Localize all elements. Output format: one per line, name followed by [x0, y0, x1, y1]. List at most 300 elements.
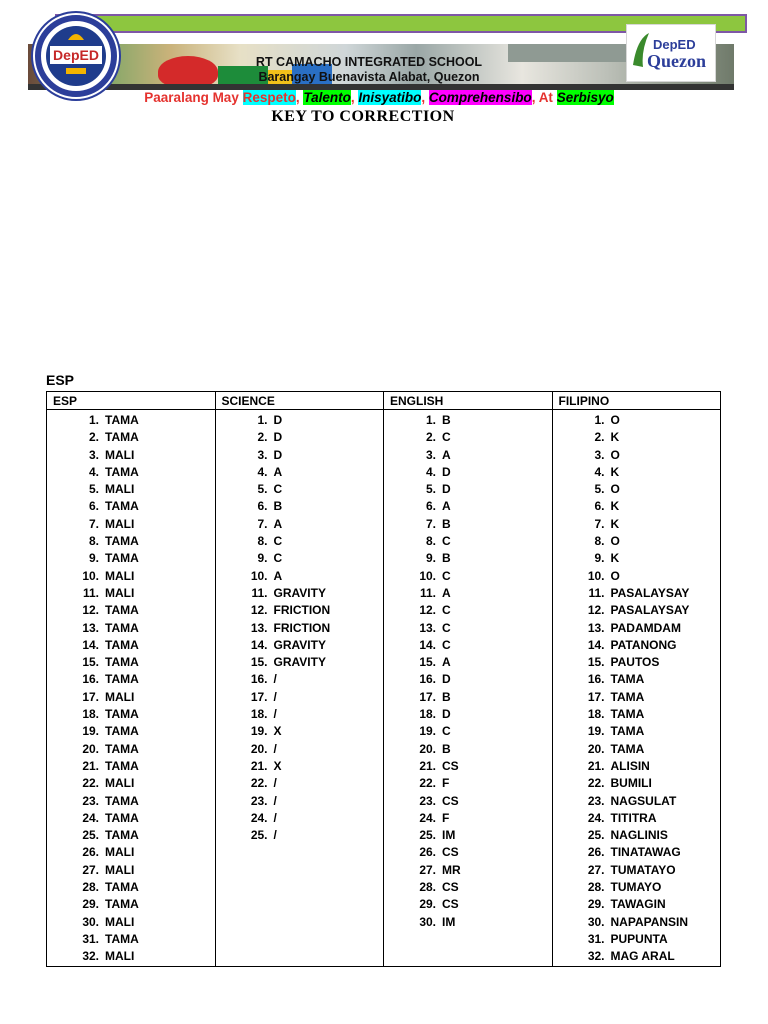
- answer-item: [384, 671, 552, 688]
- answer-item: [216, 481, 384, 498]
- answer-item: [47, 896, 215, 913]
- answer-number: 27.: [419, 862, 436, 877]
- answer-item: [384, 741, 552, 758]
- answer-text: IM: [442, 914, 456, 929]
- answer-number: 20.: [587, 741, 605, 756]
- answer-number: 11.: [82, 585, 99, 600]
- answer-item: [47, 498, 215, 515]
- answer-item: [384, 775, 552, 792]
- answer-text: FRICTION: [273, 620, 331, 635]
- answer-item: [216, 758, 384, 775]
- answer-key-table: [46, 391, 721, 967]
- answer-item: [216, 689, 384, 706]
- answer-text: O: [610, 447, 620, 462]
- answer-item: [553, 481, 721, 498]
- quezon-logo-graphic: [627, 25, 715, 81]
- motto-segment: Respeto: [242, 90, 296, 105]
- answer-text: TAMA: [105, 741, 139, 756]
- answer-number: 6.: [257, 499, 268, 514]
- answer-text: PASALAYSAY: [610, 585, 690, 600]
- answer-number: 9.: [257, 551, 268, 566]
- answer-number: 18.: [419, 707, 436, 722]
- answer-text: MALI: [105, 914, 135, 929]
- answer-item: [553, 689, 721, 706]
- answer-number: 30.: [419, 914, 436, 929]
- answer-text: D: [442, 464, 451, 479]
- answer-text: O: [610, 534, 620, 549]
- answer-text: /: [273, 793, 277, 808]
- answer-item: [216, 429, 384, 446]
- answer-number: 14.: [419, 637, 436, 652]
- answer-number: 5.: [257, 482, 268, 497]
- answer-text: TAMA: [610, 724, 645, 739]
- answer-item: [47, 775, 215, 792]
- answer-text: GRAVITY: [273, 585, 326, 600]
- answer-item: [47, 931, 215, 948]
- answer-item: [384, 481, 552, 498]
- answer-text: TAMA: [105, 534, 139, 549]
- answer-list-filipino: [553, 412, 721, 966]
- answer-item: [384, 429, 552, 446]
- answer-item: [553, 654, 721, 671]
- answer-text: MALI: [105, 585, 135, 600]
- answer-text: K: [610, 499, 620, 514]
- answer-item: [47, 758, 215, 775]
- answer-number: 18.: [250, 707, 268, 722]
- answer-text: PADAMDAM: [610, 620, 681, 635]
- answer-text: /: [273, 776, 277, 791]
- answer-number: 9.: [425, 551, 436, 566]
- answer-text: TAMA: [105, 603, 139, 618]
- answer-text: C: [442, 534, 451, 549]
- answer-number: 22.: [250, 776, 268, 791]
- answer-text: C: [273, 534, 283, 549]
- answer-number: 26.: [82, 845, 99, 860]
- answer-item: [47, 464, 215, 481]
- answer-text: TAMA: [610, 741, 645, 756]
- answer-item: [553, 412, 721, 429]
- answer-item: [553, 862, 721, 879]
- answer-number: 3.: [257, 447, 268, 462]
- answer-item: [384, 758, 552, 775]
- answer-text: MALI: [105, 482, 135, 497]
- answer-item: [553, 896, 721, 913]
- answer-item: [384, 464, 552, 481]
- answer-item: [553, 844, 721, 861]
- answer-item: [47, 447, 215, 464]
- answer-text: C: [442, 637, 451, 652]
- answer-number: 27.: [82, 862, 99, 877]
- answer-item: [216, 706, 384, 723]
- answer-number: 1.: [425, 413, 436, 427]
- answer-text: TAMA: [105, 672, 139, 687]
- answer-number: 8.: [257, 534, 268, 549]
- answer-number: 8.: [425, 534, 436, 549]
- answer-text: /: [273, 672, 277, 687]
- column-header-science: SCIENCE: [215, 392, 384, 410]
- answer-text: GRAVITY: [273, 637, 326, 652]
- answer-number: 19.: [587, 724, 605, 739]
- answer-text: TUMAYO: [610, 880, 662, 895]
- answer-text: B: [273, 499, 283, 514]
- answer-number: 17.: [250, 689, 268, 704]
- answer-number: 3.: [594, 447, 605, 462]
- answer-text: B: [442, 689, 451, 704]
- answer-number: 17.: [82, 689, 99, 704]
- answer-number: 9.: [88, 551, 99, 566]
- answer-number: 7.: [594, 516, 605, 531]
- answer-number: 4.: [88, 464, 99, 479]
- answer-text: NAGLINIS: [610, 828, 668, 843]
- answer-text: TAMA: [105, 413, 139, 427]
- answer-number: 4.: [257, 464, 268, 479]
- answer-number: 24.: [250, 810, 268, 825]
- answer-text: TAMA: [105, 793, 139, 808]
- answer-item: [47, 654, 215, 671]
- answer-text: TAMA: [105, 499, 139, 514]
- answer-number: 8.: [594, 534, 605, 549]
- answer-number: 13.: [587, 620, 605, 635]
- answer-number: 25.: [587, 828, 605, 843]
- answer-item: [47, 637, 215, 654]
- motto-segment: , At: [531, 90, 557, 105]
- answer-item: [384, 879, 552, 896]
- motto-segment: Paaralang May: [144, 90, 243, 105]
- answer-item: [553, 741, 721, 758]
- answer-text: TAMA: [610, 672, 645, 687]
- answer-number: 12.: [419, 603, 436, 618]
- answer-item: [553, 931, 721, 948]
- answer-text: B: [442, 741, 451, 756]
- answer-item: [553, 550, 721, 567]
- answer-item: [47, 723, 215, 740]
- answer-number: 5.: [88, 482, 99, 497]
- answer-number: 25.: [82, 828, 99, 843]
- answer-number: 32.: [82, 949, 99, 964]
- answer-text: /: [273, 828, 277, 843]
- answer-number: 6.: [594, 499, 605, 514]
- answer-text: D: [273, 447, 283, 462]
- answer-item: [384, 896, 552, 913]
- answer-item: [216, 533, 384, 550]
- answer-item: [384, 533, 552, 550]
- answer-text: CS: [442, 845, 459, 860]
- answer-item: [384, 810, 552, 827]
- answer-number: 24.: [82, 810, 99, 825]
- answer-item: [553, 602, 721, 619]
- answer-number: 11.: [251, 585, 268, 600]
- answer-number: 11.: [588, 585, 605, 600]
- answer-number: 10.: [250, 568, 268, 583]
- answer-number: 20.: [82, 741, 99, 756]
- answer-list-esp: [47, 412, 215, 966]
- deped-logo: [30, 10, 122, 102]
- answer-number: 24.: [419, 810, 436, 825]
- answer-item: [216, 723, 384, 740]
- answer-item: [384, 568, 552, 585]
- answer-text: MAG ARAL: [610, 949, 675, 964]
- answer-number: 3.: [425, 447, 436, 462]
- answer-item: [553, 758, 721, 775]
- answer-text: A: [442, 655, 451, 670]
- answer-item: [384, 585, 552, 602]
- motto-segment: ,: [295, 90, 304, 105]
- answer-text: TAMA: [105, 707, 139, 722]
- answer-text: TAMA: [105, 931, 139, 946]
- answer-item: [553, 429, 721, 446]
- answer-number: 26.: [419, 845, 436, 860]
- answer-number: 13.: [419, 620, 436, 635]
- answer-item: [384, 844, 552, 861]
- answer-list-english: [384, 412, 552, 931]
- answer-item: [47, 810, 215, 827]
- answer-text: PAUTOS: [610, 655, 660, 670]
- answer-item: [553, 723, 721, 740]
- answer-number: 28.: [419, 880, 436, 895]
- answer-text: NAGSULAT: [610, 793, 677, 808]
- answer-text: C: [273, 482, 283, 497]
- answers-cell-english: [384, 410, 553, 967]
- answer-item: [216, 516, 384, 533]
- answer-text: K: [610, 430, 620, 445]
- answer-item: [384, 637, 552, 654]
- answer-number: 23.: [82, 793, 99, 808]
- answer-number: 15.: [419, 655, 436, 670]
- motto-segment: ,: [421, 90, 429, 105]
- motto-segment: Comprehensibo: [428, 90, 532, 105]
- answer-number: 19.: [82, 724, 99, 739]
- answer-text: MR: [442, 862, 461, 877]
- answer-number: 16.: [419, 672, 436, 687]
- answer-text: C: [273, 551, 283, 566]
- answer-text: MALI: [105, 447, 135, 462]
- answer-number: 26.: [587, 845, 605, 860]
- answer-number: 28.: [587, 880, 605, 895]
- answer-number: 28.: [82, 880, 99, 895]
- answer-item: [384, 550, 552, 567]
- answer-number: 10.: [587, 568, 605, 583]
- answer-number: 13.: [82, 620, 99, 635]
- answer-item: [216, 654, 384, 671]
- answer-item: [216, 827, 384, 844]
- answer-item: [216, 602, 384, 619]
- answer-text: TAMA: [610, 689, 645, 704]
- answer-item: [553, 793, 721, 810]
- answer-text: C: [442, 430, 451, 445]
- answer-item: [47, 481, 215, 498]
- answer-number: 22.: [587, 776, 605, 791]
- answer-text: C: [442, 724, 451, 739]
- answers-cell-filipino: [552, 410, 721, 967]
- answer-number: 6.: [88, 499, 99, 514]
- answer-item: [553, 706, 721, 723]
- answer-text: O: [610, 568, 620, 583]
- answer-number: 23.: [419, 793, 436, 808]
- answer-number: 16.: [82, 672, 99, 687]
- answer-number: 2.: [257, 430, 268, 445]
- answer-text: F: [442, 810, 450, 825]
- answer-number: 25.: [250, 828, 268, 843]
- answer-item: [216, 585, 384, 602]
- answer-number: 2.: [88, 430, 99, 445]
- answer-number: 32.: [587, 949, 605, 964]
- answer-number: 27.: [587, 862, 605, 877]
- answer-text: PUPUNTA: [610, 931, 668, 946]
- answer-item: [553, 914, 721, 931]
- answer-number: 12.: [587, 603, 605, 618]
- column-header-filipino: FILIPINO: [552, 392, 721, 410]
- answer-number: 1.: [257, 413, 268, 427]
- answer-number: 21.: [82, 758, 99, 773]
- answer-text: O: [610, 413, 620, 427]
- answer-item: [47, 914, 215, 931]
- answer-item: [47, 689, 215, 706]
- answer-number: 22.: [82, 776, 99, 791]
- answer-item: [47, 862, 215, 879]
- answer-item: [553, 447, 721, 464]
- answer-item: [216, 637, 384, 654]
- answer-number: 4.: [594, 464, 605, 479]
- answer-number: 10.: [82, 568, 99, 583]
- answer-number: 3.: [88, 447, 99, 462]
- answer-text: D: [442, 707, 451, 722]
- answer-number: 4.: [425, 464, 436, 479]
- answer-text: C: [442, 603, 451, 618]
- answer-item: [47, 550, 215, 567]
- answer-number: 14.: [587, 637, 605, 652]
- answer-item: [47, 948, 215, 965]
- answer-item: [384, 412, 552, 429]
- answer-text: D: [273, 413, 283, 427]
- answer-text: TAMA: [105, 551, 139, 566]
- answer-text: MALI: [105, 568, 135, 583]
- answer-number: 8.: [88, 534, 99, 549]
- answer-text: X: [273, 724, 282, 739]
- answer-item: [553, 533, 721, 550]
- answer-item: [47, 585, 215, 602]
- answer-text: O: [610, 482, 620, 497]
- answer-number: 31.: [82, 931, 99, 946]
- answer-number: 22.: [419, 776, 436, 791]
- motto-segment: Serbisyo: [556, 90, 614, 105]
- answer-text: PASALAYSAY: [610, 603, 690, 618]
- answer-number: 7.: [88, 516, 99, 531]
- answer-item: [47, 568, 215, 585]
- answer-text: /: [273, 689, 277, 704]
- answer-number: 30.: [82, 914, 99, 929]
- answer-number: 2.: [594, 430, 605, 445]
- answer-item: [553, 948, 721, 965]
- answer-item: [216, 447, 384, 464]
- answer-text: B: [442, 413, 451, 427]
- answer-item: [553, 827, 721, 844]
- quezon-logo-bottom: Quezon: [647, 51, 707, 71]
- answer-number: 13.: [250, 620, 268, 635]
- quezon-logo-top: DepED: [653, 37, 696, 52]
- answer-number: 24.: [587, 810, 605, 825]
- answer-number: 20.: [419, 741, 436, 756]
- answer-number: 9.: [594, 551, 605, 566]
- answer-text: C: [442, 620, 451, 635]
- answer-text: TAMA: [105, 430, 139, 445]
- answer-text: TAMA: [105, 724, 139, 739]
- answers-cell-esp: [47, 410, 216, 967]
- answer-item: [47, 516, 215, 533]
- answer-text: TAMA: [105, 620, 139, 635]
- school-name: RT CAMACHO INTEGRATED SCHOOL: [255, 55, 483, 69]
- answer-text: A: [442, 499, 451, 514]
- section-label: ESP: [46, 372, 75, 388]
- answer-item: [384, 706, 552, 723]
- answer-item: [384, 793, 552, 810]
- answer-item: [216, 498, 384, 515]
- answer-text: MALI: [105, 862, 135, 877]
- answer-item: [553, 879, 721, 896]
- answer-item: [47, 844, 215, 861]
- answer-number: 29.: [587, 897, 605, 912]
- answer-text: K: [610, 464, 620, 479]
- answer-item: [216, 810, 384, 827]
- answer-number: 19.: [250, 724, 268, 739]
- answer-number: 18.: [587, 707, 605, 722]
- answer-number: 25.: [419, 828, 436, 843]
- answer-number: 21.: [250, 758, 268, 773]
- answer-item: [47, 671, 215, 688]
- answer-item: [216, 568, 384, 585]
- answer-item: [553, 775, 721, 792]
- answer-item: [384, 602, 552, 619]
- answer-number: 20.: [250, 741, 268, 756]
- answer-text: A: [273, 464, 283, 479]
- answer-item: [553, 464, 721, 481]
- answer-item: [47, 706, 215, 723]
- answer-item: [47, 533, 215, 550]
- answer-item: [384, 862, 552, 879]
- answer-number: 30.: [587, 914, 605, 929]
- answer-item: [47, 741, 215, 758]
- answer-text: F: [442, 776, 450, 791]
- answer-item: [216, 671, 384, 688]
- answer-text: CS: [442, 758, 459, 773]
- answer-number: 18.: [82, 707, 99, 722]
- answer-number: 7.: [257, 516, 268, 531]
- answer-number: 23.: [250, 793, 268, 808]
- answer-text: TAMA: [105, 880, 139, 895]
- answer-number: 5.: [425, 482, 436, 497]
- answer-text: A: [273, 568, 283, 583]
- answer-text: MALI: [105, 689, 135, 704]
- answer-number: 16.: [587, 672, 605, 687]
- answer-item: [553, 620, 721, 637]
- answer-text: TAMA: [105, 758, 139, 773]
- answer-text: TAWAGIN: [610, 897, 666, 912]
- answer-item: [47, 793, 215, 810]
- answer-number: 12.: [82, 603, 99, 618]
- answer-text: K: [610, 551, 620, 566]
- answer-text: FRICTION: [273, 603, 331, 618]
- answer-text: TAMA: [105, 655, 139, 670]
- answer-number: 31.: [587, 931, 605, 946]
- answer-text: TITITRA: [610, 810, 657, 825]
- deped-quezon-logo: [626, 24, 716, 82]
- answer-text: MALI: [105, 776, 135, 791]
- answer-text: CS: [442, 897, 459, 912]
- answer-text: D: [273, 430, 283, 445]
- deped-logo-text: DepED: [53, 47, 99, 63]
- answer-text: /: [273, 741, 277, 756]
- answer-text: TAMA: [610, 707, 645, 722]
- school-address: Barangay Buenavista Alabat, Quezon: [258, 70, 480, 84]
